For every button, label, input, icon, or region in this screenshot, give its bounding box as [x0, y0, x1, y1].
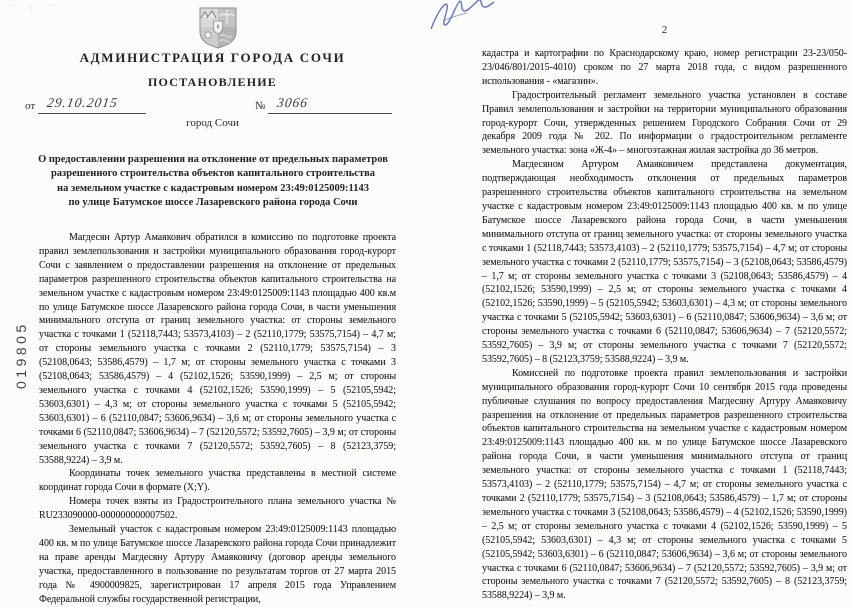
paragraph: Комиссией по подготовке проекта правил землепользования и застройки муниципального образования город-курорт Сочи 10 сентября 2015 года проведены публичные слушания по вопросу предоставления Магдесяну Артуру Амаяковичу разрешения на отклонение от предельных параметров разрешенного строительства объектов капитального строительства на земельном участке с кадастровым номером 23:49:0125009:1143 площадью 400 кв. м по улице Батумское шоссе Лазаревского района города Сочи, в части уменьшения минимального отступа от границ земельного участка: от стороны земельного участка с точками 1 (52118,7443; 53573,4103) – 2 (52110,1779; 53575,7154) – 4,7 м; от стороны земельного участка с точками 2 (52110,1779; 53575,7154) – 3 (52108,0643; 53586,4579) – 1,7 м; от стороны земельного участка с точками 3 (52108,0643; 53586,4579) – 4 (52102,1526; 53590,1999) – 2,5 м; от стороны земельного участка с точками 4 (52102,1526; 53590,1999) – 5 (52105,5942; 53603,6301) – 4,3 м; от стороны земельного участка с точками 5 (52105,5942; 53603,6301) – 6 (52110,0847; 53606,9634) – 3,6 м; от стороны земельного участка с точками 6 (52110,0847; 53606,9634) – 7 (52120,5572; 53592,7605) – 3,9 м; от стороны земельного участка с точками 7 (52120,5572; 53592,7605) – 8 (52123,3759; 53588,9224) – 3,9 м.	[482, 367, 847, 602]
title-line: разрешенного строительства объектов капитального строительства	[50, 168, 376, 180]
page-number: 2	[661, 24, 668, 36]
date-handwritten: 29.10.2015	[46, 95, 119, 110]
paragraph: Координаты точек земельного участка представлены в местной системе координат города Сочи в формате (X;Y).	[39, 468, 396, 494]
page-1-body	[39, 231, 396, 606]
paragraph: Магдесян Артур Амаякович обратился в комиссию по подготовке проекта правил землепользования и застройки муниципального образования город-курорт Сочи с заявлением о предоставлении разрешения на отклонение от предельных параметров разрешенного строительства объектов капитального строительства на земельном участке с кадастровым номером 23:49:0125009:1143 площадью 400 кв.м по улице Батумское шоссе Лазаревского района города Сочи, в части уменьшения минимального отступа от границ земельного участка: от стороны земельного участка с точками 1 (52118,7443; 53573,4103) – 2 (52110,1779; 53575,7154) – 4,7 м; от стороны земельного участка с точками 2 (52110,1779; 53575,7154) – 3 (52108,0643; 53586,4579) – 1,7 м; от стороны земельного участка с точками 3 (52108,0643; 53586,4579) – 4 (52102,1526; 53590,1999) – 2,5 м; от стороны земельного участка с точками 4 (52102,1526; 53590,1999) – 5 (52105,5942; 53603,6301) – 4,3 м; от стороны земельного участка с точками 5 (52105,5942; 53603,6301) – 6 (52110,0847; 53606,9634) – 3,6 м; от стороны земельного участка с точками 6 (52110,0847; 53606,9634) – 7 (52120,5572; 53592,7605) – 3,9 м; от стороны земельного участка с точками 7 (52120,5572; 53592,7605) – 8 (52123,3759; 53588,9224) – 3,9 м.	[39, 232, 396, 466]
date-field	[38, 94, 146, 114]
pencil-marks-icon	[2, 1, 62, 23]
coat-of-arms-icon	[196, 7, 240, 49]
title-line: на земельном участке с кадастровым номером 23:49:0125009:1143	[57, 182, 369, 194]
city-line: город Сочи	[186, 117, 239, 129]
paragraph: Земельный участок с кадастровым номером 23:49:0125009:1143 площадью 400 кв. м по улице Батумское шоссе Лазаревского района города Сочи принадлежит на праве аренды Магдесяну Артуру Амаяковичу (договор аренды земельного участка, предоставленного в пользование по результатам торгов от 27 марта 2015 года № 4900009825, зарегистрирован 17 апреля 2015 года Управлением Федеральной службы государственной регистрации,	[39, 524, 396, 605]
paragraph: Градостроительный регламент земельного участка установлен в составе Правил землепользования и застройки на территории муниципального образования город-курорт Сочи, утвержденных решением Городского Собрания Сочи от 29 декабря 2009 года № 202. По информации о градостроительном регламенте земельного участка: зона «Ж-4» – многоэтажная жилая застройка до 36 метров.	[482, 89, 847, 157]
page-2	[425, 0, 850, 607]
paragraph-continuation: кадастра и картографии по Краснодарскому краю, номер регистрации 23-23/050-23/046/801/2015-4010) сроком по 27 марта 2018 года, с видом разрешенного использования - «магазин».	[482, 48, 847, 87]
number-label: №	[255, 100, 266, 112]
number-field	[268, 94, 392, 114]
number-handwritten: 3066	[276, 95, 310, 110]
date-label: от	[25, 100, 36, 112]
title-line: О предоставлении разрешения на отклонение от предельных параметров	[38, 154, 388, 165]
document-type-heading: ПОСТАНОВЛЕНИЕ	[148, 75, 277, 89]
registration-stamp-vertical: 019805	[13, 321, 29, 389]
document-title	[31, 153, 395, 211]
paragraph: Номера точек взяты из Градостроительного плана земельного участка № RU233090000-000000000007502.	[39, 496, 396, 522]
title-line: по улице Батумское шоссе Лазаревского района города Сочи	[68, 197, 358, 209]
organization-name: АДМИНИСТРАЦИЯ ГОРОДА СОЧИ	[79, 50, 346, 65]
paragraph: Магдесяном Артуром Амаяковичем представлена документация, подтверждающая необходимость отклонения от предельных параметров разрешенного строительства объектов капитального строительства на земельном участке с кадастровым номером 23:49:0125009:1143 площадью 400 кв. м по улице Батумское шоссе Лазаревского района города Сочи, в части уменьшения минимального отступа от границ земельного участка: от стороны земельного участка с точками 1 (52118,7443; 53573,4103) – 2 (52110,1779; 53575,7154) – 4,7 м; от стороны земельного участка с точками 2 (52110,1779; 53575,7154) – 3 (52108,0643; 53586,4579) – 1,7 м; от стороны земельного участка с точками 3 (52108,0643; 53586,4579) – 4 (52102,1526; 53590,1999) – 2,5 м; от стороны земельного участка с точками 4 (52102,1526; 53590,1999) – 5 (52105,5942; 53603,6301) – 4,3 м; от стороны земельного участка с точками 5 (52105,5942; 53603,6301) – 6 (52110,0847; 53606,9634) – 3,6 м; от стороны земельного участка с точками 6 (52110,0847; 53606,9634) – 7 (52120,5572; 53592,7605) – 3,9 м; от стороны земельного участка с точками 7 (52120,5572; 53592,7605) – 8 (52123,3759; 53588,9224) – 3,9 м.	[482, 159, 847, 365]
page-2-body	[482, 47, 847, 603]
